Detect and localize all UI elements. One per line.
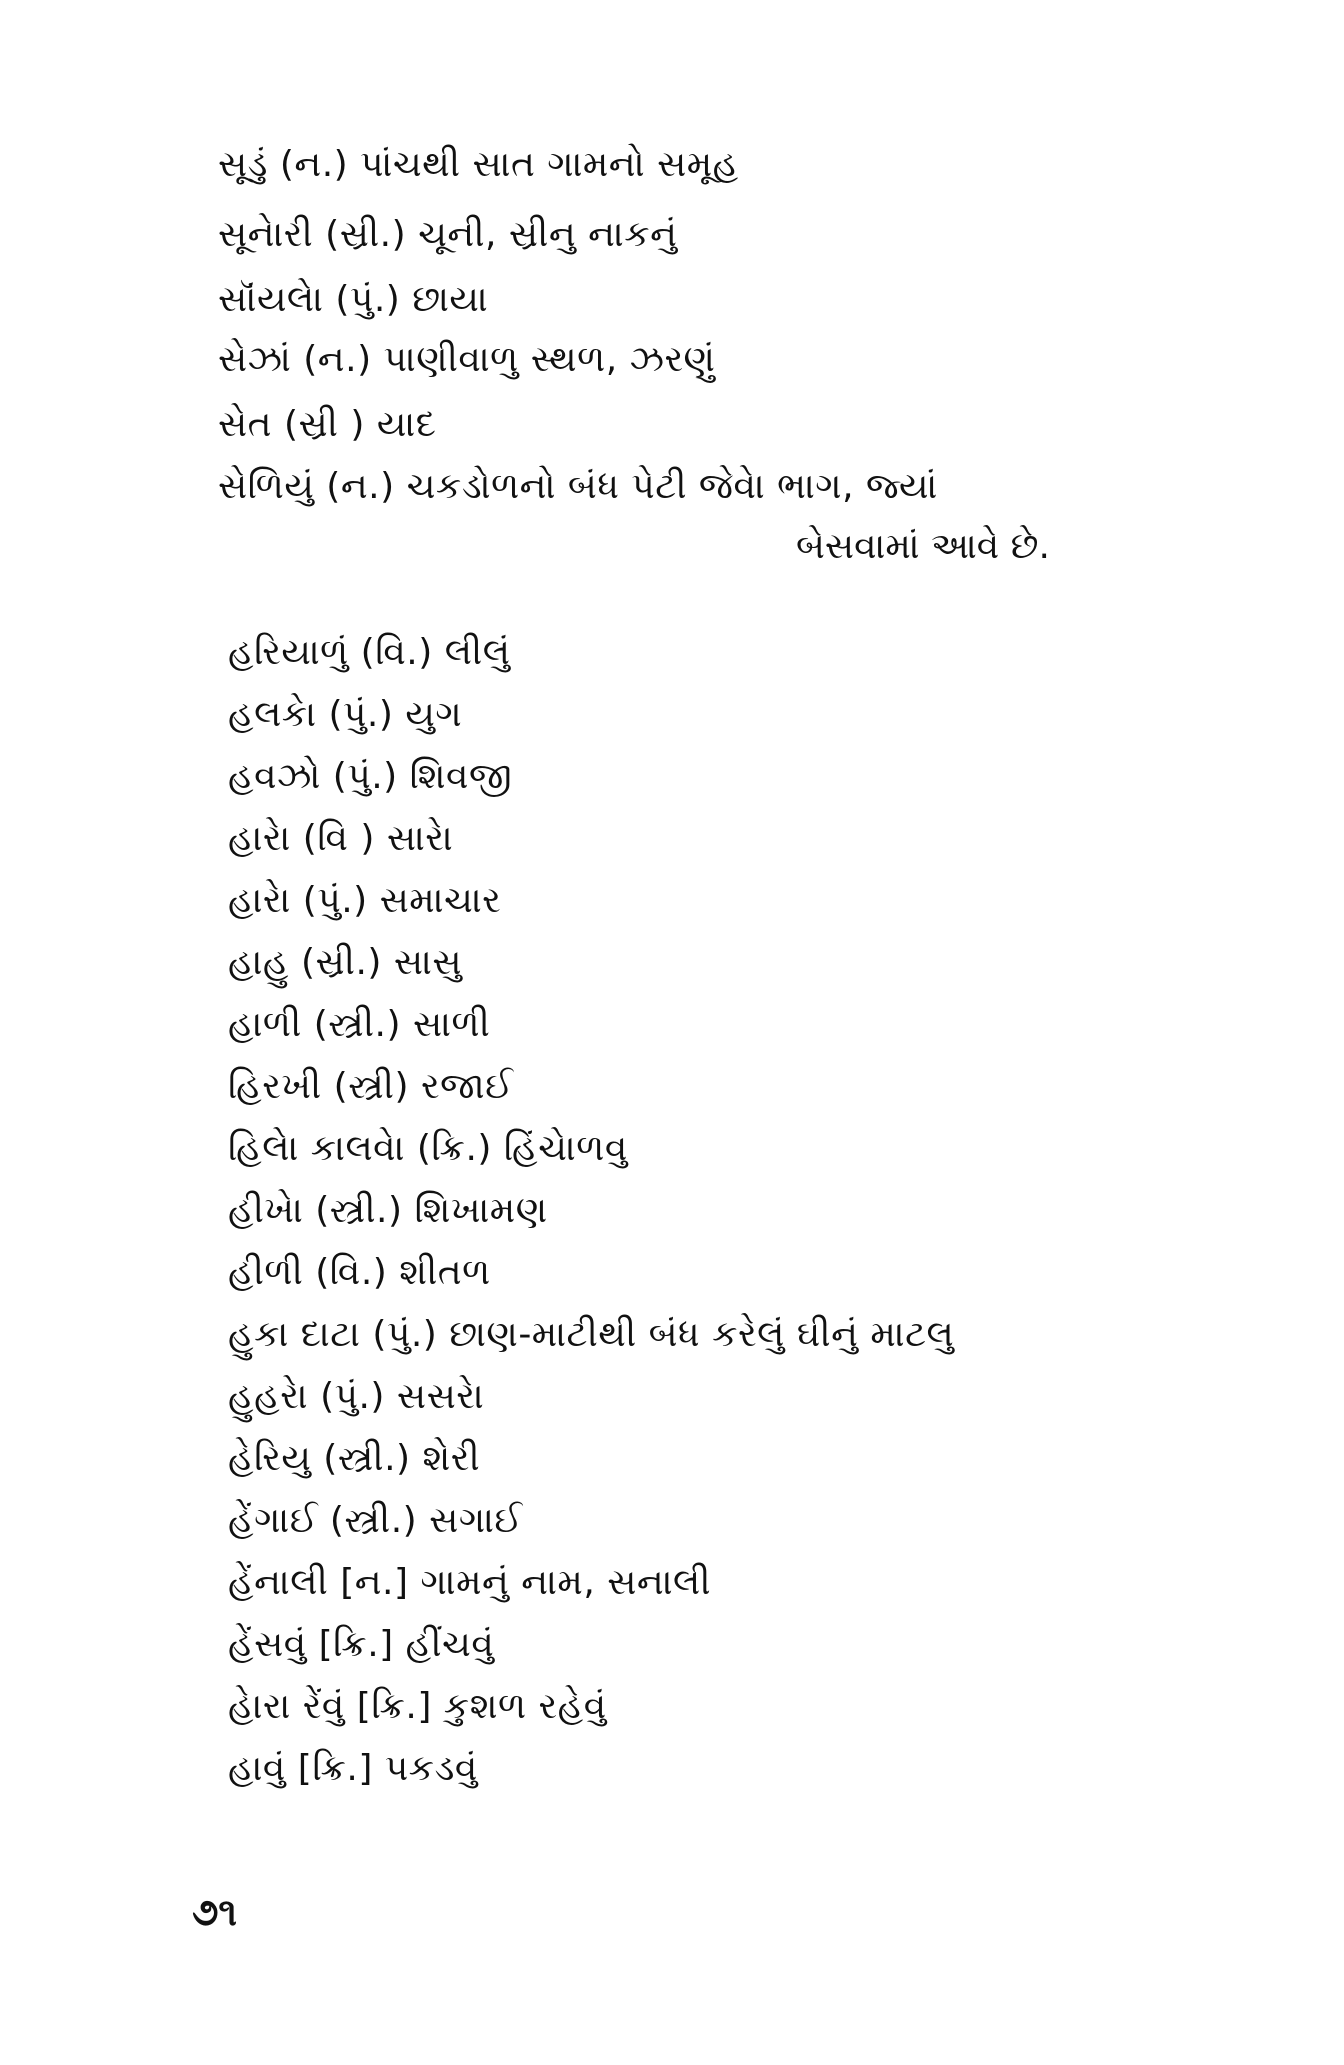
entry-suneri: સૂનેારી (સ્રી.) ચૂની, સ્રીનુ નાકનું <box>218 214 678 255</box>
entry-hennali: હેંનાલી [ન.] ગામનું નામ, સનાલી <box>228 1562 712 1603</box>
entry-hensvu: હેંસવું [ક્રિ.] હીંચવું <box>228 1624 495 1665</box>
entry-sudu: સૂડું (ન.) પાંચથી સાત ગામનો સમૂહ <box>218 144 739 185</box>
entry-hali: હાળી (સ્ત્રી.) સાળી <box>228 1004 491 1045</box>
entry-huka-data: હુકા દાટા (પું.) છાણ-માટીથી બંધ કરેલું ઘીનું માટલુ <box>228 1314 955 1355</box>
entry-havu: હાવું [ક્રિ.] પકડવું <box>228 1748 478 1789</box>
entry-hahu: હાહુ (સ્રી.) સાસુ <box>228 942 463 983</box>
entry-hariyalu: હરિયાળું (વિ.) લીલું <box>228 632 511 673</box>
entry-seliyu: સેળિયું (ન.) ચકડોળનો બંધ પેટી જેવેા ભાગ, જ્યાં <box>218 466 938 507</box>
entry-hili: હીળી (વિ.) શીતળ <box>228 1252 491 1293</box>
entry-hilo-kalvo: હિલેા કાલવેા (ક્રિ.) હિંચેાળવુ <box>228 1128 628 1169</box>
entry-haro-pu: હારેા (પું.) સમાચાર <box>228 880 502 921</box>
entry-halko: હલકેા (પું.) યુગ <box>228 694 463 735</box>
entry-hengai: હેંગાઈ (સ્ત્રી.) સગાઈ <box>228 1500 523 1541</box>
entry-huharo: હુહરેા (પું.) સસરેા <box>228 1376 485 1417</box>
entry-hora-renvu: હેારા રેંવું [ક્રિ.] કુશળ રહેવું <box>228 1686 607 1727</box>
entry-set: સેત (સ્રી ) યાદ <box>218 404 437 445</box>
page-number: ૭૧ <box>192 1890 238 1934</box>
entry-seliyu-continuation: બેસવામાં આવે છે. <box>796 526 1050 567</box>
entry-heriyu: હેરિયુ (સ્ત્રી.) શેરી <box>228 1438 481 1479</box>
entry-havzo: હવઝો (પું.) શિવજી <box>228 756 513 797</box>
entry-hirkhi: હિરખી (સ્ત્રી) રજાઈ <box>228 1066 514 1107</box>
entry-hikho: હીખેા (સ્ત્રી.) શિખામણ <box>228 1190 548 1231</box>
entry-haro-vi: હારેા (વિ ) સારેા <box>228 818 454 859</box>
entry-sezan: સેઝાં (ન.) પાણીવાળુ સ્થળ, ઝરણું <box>218 339 716 380</box>
entry-soylo: સૉંયલેા (પું.) છાયા <box>218 279 489 320</box>
